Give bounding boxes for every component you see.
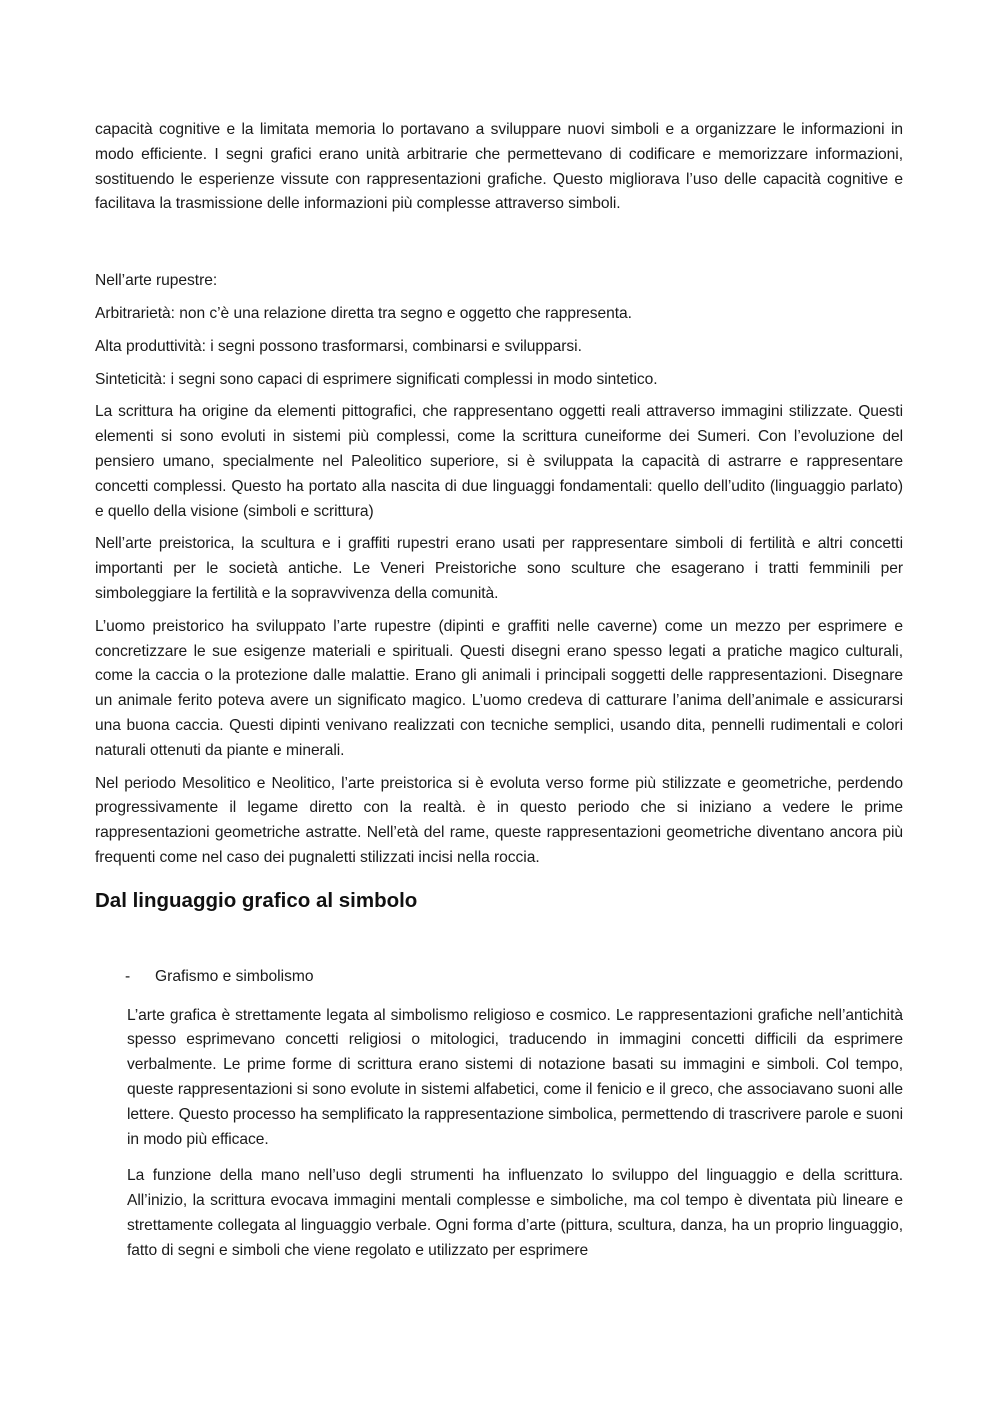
paragraph-cognitive-capacity: capacità cognitive e la limitata memoria lo portavano a sviluppare nuovi simboli e a organizzare le informazioni in modo efficiente. I segni grafici erano unità arbitrarie che permettevano di codificare e memorizzare informazioni, sostituendo le esperienze vissute con rappresentazioni grafiche. Questo migliorava l’uso delle capacità cognitive e facilitava la trasmissione delle informazioni più complesse attraverso simboli. <box>95 121 903 213</box>
document-page <box>95 118 903 1275</box>
paragraph-prehistoric-sculpture: Nell’arte preistorica, la scultura e i graffiti rupestri erano usati per rappresentare simboli di fertilità e altri concetti importanti per le società antiche. Le Veneri Preistoriche sono sculture che esagerano i tratti femminili per simboleggiare la fertilità e la sopravvivenza della comunità. <box>95 535 903 602</box>
bullet-label: Grafismo e simbolismo <box>155 967 314 985</box>
paragraph-rock-art-intro: Nell’arte rupestre: <box>95 272 218 290</box>
paragraph-prehistoric-man: L’uomo preistorico ha sviluppato l’arte rupestre (dipinti e graffiti nelle caverne) come un mezzo per esprimere e concretizzare le sue esigenze materiali e spirituali. Questi disegni erano spesso legati a pratiche magico culturali, come la caccia o la protezione dalle malattie. Erano gli animali i principali soggetti delle rappresentazioni. Disegnare un animale ferito poteva avere un significato magico. L’uomo credeva di catturare l’anima dell’animale e assicurarsi una buona caccia. Questi dipinti venivano realizzati con tecniche semplici, usando dita, pennelli rudimentali e colori naturali ottenuti da piante e minerali. <box>95 617 903 759</box>
spacer <box>95 225 903 269</box>
paragraph-graphic-art: L’arte grafica è strettamente legata al simbolismo religioso e cosmico. Le rappresentazioni grafiche nell’antichità spesso esprimevano concetti religiosi o mitologici, traducendo in immagini concetti difficili da esprimere verbalmente. Le prime forme di scrittura erano sistemi di notazione basati su immagini e simboli. Col tempo, queste rappresentazioni si sono evolute in sistemi alfabetici, come il fenicio e il greco, che associavano suoni alle lettere. Questo processo ha semplificato la rappresentazione simbolica, permettendo di trascrivere parole e suoni in modo più efficace. <box>127 1006 903 1148</box>
section-heading: Dal linguaggio grafico al simbolo <box>95 888 418 912</box>
paragraph-writing-origin: La scrittura ha origine da elementi pittografici, che rappresentano oggetti reali attraverso immagini stilizzate. Questi elementi si sono evoluti in sistemi più complessi, come la scrittura cuneiforme dei Sumeri. Con l’evoluzione del pensiero umano, specialmente nel Paleolitico superiore, si è sviluppata la capacità di astrarre e rappresentare concetti complessi. Questo ha portato alla nascita di due linguaggi fondamentali: quello dell’udito (linguaggio parlato) e quello della visione (simboli e scrittura) <box>95 403 903 520</box>
paragraph-hand-function: La funzione della mano nell’uso degli strumenti ha influenzato lo sviluppo del linguaggio e della scrittura. All’inizio, la scrittura evocava immagini mentali complesse e simboliche, ma col tempo è diventata più lineare e strettamente collegata al linguaggio verbale. Ogni forma d’arte (pittura, scultura, danza, ha un proprio linguaggio, fatto di segni e simboli che viene regolato e utilizzato per esprimere <box>127 1167 903 1259</box>
spacer <box>95 915 903 965</box>
bullet-dash: - <box>125 967 131 985</box>
paragraph-sinteticita: Sinteticità: i segni sono capaci di esprimere significati complessi in modo sintetico. <box>95 370 658 388</box>
paragraph-produttivita: Alta produttività: i segni possono trasformarsi, combinarsi e svilupparsi. <box>95 337 582 355</box>
paragraph-arbitrarieta: Arbitrarietà: non c’è una relazione diretta tra segno e oggetto che rappresenta. <box>95 304 632 322</box>
bullet-item <box>125 965 903 990</box>
indented-section <box>127 1004 903 1264</box>
paragraph-mesolithic-neolithic: Nel periodo Mesolitico e Neolitico, l’arte preistorica si è evoluta verso forme più stilizzate e geometriche, perdendo progressivamente il legame diretto con la realtà. è in questo periodo che si iniziano a vedere le prime rappresentazioni geometriche astratte. Nell’età del rame, queste rappresentazioni geometriche diventano ancora più frequenti come nel caso dei pugnaletti stilizzati incisi nella roccia. <box>95 774 903 866</box>
